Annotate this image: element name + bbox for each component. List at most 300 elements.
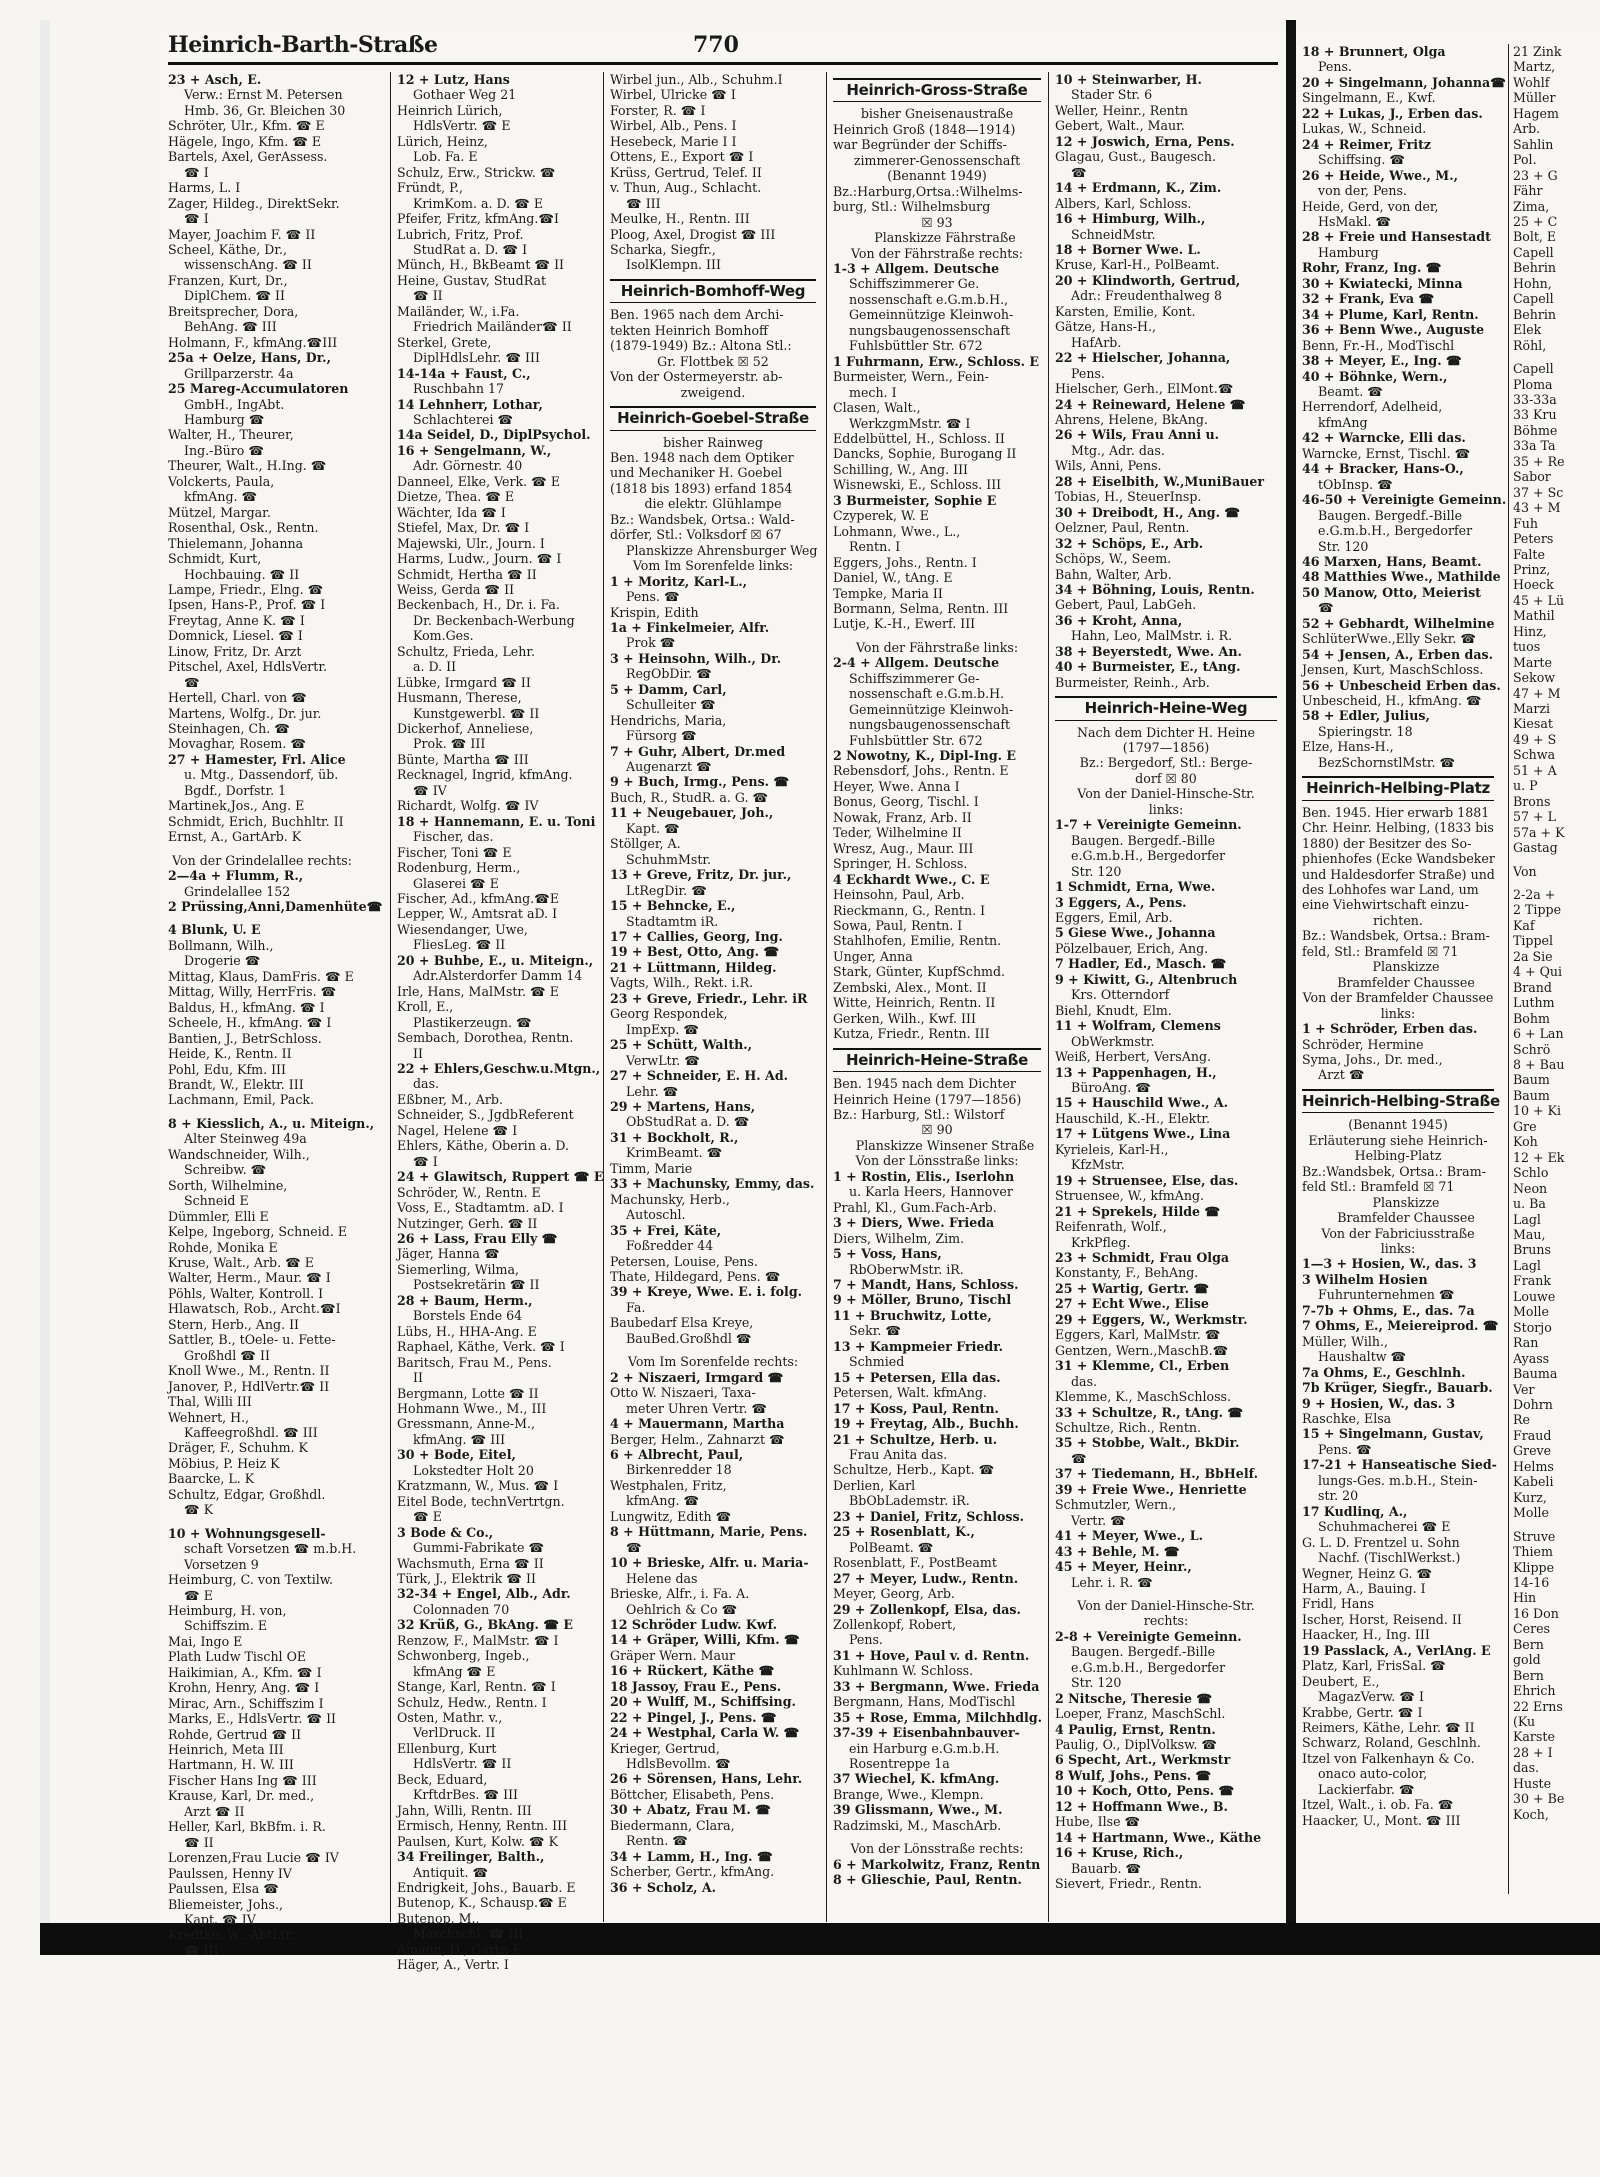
resident-entry: Von der Bramfelder Chaussee bbox=[1302, 990, 1494, 1006]
house-number-entry: 52 + Gebhardt, Wilhelmine bbox=[1302, 615, 1495, 631]
resident-entry: Scherber, Gertr., kfmAng. bbox=[610, 1864, 775, 1880]
resident-entry: Ben. 1948 nach dem Optiker bbox=[610, 449, 794, 465]
house-number-entry: 6 + Markolwitz, Franz, Rentn bbox=[833, 1856, 1041, 1872]
resident-entry: u. Mtg., Dassendorf, üb. bbox=[184, 767, 339, 783]
resident-entry: Meyer, Georg, Arb. bbox=[833, 1586, 955, 1602]
resident-entry: Augenarzt ☎ bbox=[626, 759, 712, 775]
house-number-entry: 24 + Reineward, Helene ☎ bbox=[1055, 396, 1246, 412]
resident-entry: Fürsorg ☎ bbox=[626, 728, 697, 744]
resident-entry: Arb. bbox=[1513, 121, 1541, 137]
resident-entry: RbOberwMstr. iR. bbox=[849, 1261, 964, 1277]
resident-entry: Breitsprecher, Dora, bbox=[168, 303, 299, 319]
house-number-entry: 1 Fuhrmann, Erw., Schloss. E bbox=[833, 353, 1039, 369]
resident-entry: Witte, Heinrich, Rentn. II bbox=[833, 995, 996, 1011]
resident-entry: ☎ II bbox=[184, 1834, 214, 1850]
resident-entry: Herrendorf, Adelheid, bbox=[1302, 399, 1443, 415]
resident-entry: Falte bbox=[1513, 546, 1545, 562]
resident-entry: Glaserei ☎ E bbox=[413, 875, 499, 891]
resident-entry: Rosenthal, Osk., Rentn. bbox=[168, 520, 319, 536]
house-number-entry: 7 Hadler, Ed., Masch. ☎ bbox=[1055, 956, 1227, 972]
resident-entry: Luthm bbox=[1513, 995, 1555, 1011]
resident-entry: Colonnaden 70 bbox=[413, 1601, 510, 1617]
resident-entry: Lürich, Heinz, bbox=[397, 133, 488, 149]
resident-entry: Pens. bbox=[1071, 365, 1105, 381]
resident-entry: Kunstgewerbl. ☎ II bbox=[413, 705, 540, 721]
resident-entry: Krüss, Gertrud, Telef. II bbox=[610, 164, 762, 180]
resident-entry: Unger, Anna bbox=[833, 948, 913, 964]
resident-entry: Rosenblatt, F., PostBeamt bbox=[833, 1555, 997, 1571]
house-number-entry: 16 + Sengelmann, W., bbox=[397, 442, 552, 458]
resident-entry: Wiesendanger, Uwe, bbox=[397, 921, 528, 937]
house-number-entry: 21 + Sprekels, Hilde ☎ bbox=[1055, 1203, 1221, 1219]
spacer bbox=[1055, 1590, 1277, 1598]
resident-entry: Von der Fährstraße rechts: bbox=[850, 245, 1024, 261]
resident-entry: Bohm bbox=[1513, 1010, 1550, 1026]
resident-entry: Endrigkeit, Johs., Bauarb. E bbox=[397, 1880, 576, 1896]
resident-entry: Mützel, Margar. bbox=[168, 504, 271, 520]
resident-entry: Schrö bbox=[1513, 1041, 1551, 1057]
house-number-entry: 21 + Schultze, Herb. u. bbox=[833, 1431, 998, 1447]
resident-entry: Marte bbox=[1513, 654, 1552, 670]
resident-entry: Eßbner, M., Arb. bbox=[397, 1091, 503, 1107]
house-number-entry: 2-8 + Vereinigte Gemeinn. bbox=[1055, 1628, 1242, 1644]
resident-entry: Sterkel, Grete, bbox=[397, 334, 492, 350]
resident-entry: dörfer, Stl.: Volksdorf ☒ 67 bbox=[610, 527, 782, 543]
resident-entry: Schwa bbox=[1513, 747, 1556, 763]
resident-entry: Capell bbox=[1513, 244, 1554, 260]
resident-entry: Von der Lönsstraße rechts: bbox=[850, 1841, 1024, 1857]
resident-entry: Krispin, Edith bbox=[610, 604, 699, 620]
resident-entry: Burmeister, Wern., Fein- bbox=[833, 369, 989, 385]
resident-entry: Walter, Herm., Maur. ☎ I bbox=[168, 1270, 331, 1286]
house-number-entry: 2 Nowotny, K., Dipl-Ing. E bbox=[833, 748, 1016, 764]
house-number-entry: 14 + Gräper, Willi, Kfm. ☎ bbox=[610, 1632, 800, 1648]
house-number-entry: 30 + Abatz, Frau M. ☎ bbox=[610, 1802, 771, 1818]
resident-entry: Eggers, Emil, Arb. bbox=[1055, 910, 1173, 926]
house-number-entry: 23 + Asch, E. bbox=[168, 72, 262, 87]
resident-entry: Pöhls, Walter, Kontroll. I bbox=[168, 1285, 324, 1301]
resident-entry: Borstels Ende 64 bbox=[413, 1308, 523, 1324]
house-number-entry: 7 Ohms, E., Meiereiprod. ☎ bbox=[1302, 1318, 1499, 1334]
directory-column-2 bbox=[390, 72, 604, 1973]
resident-entry: Renzow, F., MalMstr. ☎ I bbox=[397, 1632, 559, 1648]
resident-entry: a. D. II bbox=[413, 659, 457, 675]
house-number-entry: 38 + Meyer, E., Ing. ☎ bbox=[1302, 353, 1462, 369]
house-number-entry: 10 + Steinwarber, H. bbox=[1055, 72, 1202, 87]
resident-entry: HsMakl. ☎ bbox=[1318, 213, 1392, 229]
resident-entry: Schilling, W., Ang. III bbox=[833, 461, 969, 477]
resident-entry: HdlsVertr. ☎ E bbox=[413, 118, 511, 134]
resident-entry: II bbox=[413, 1045, 423, 1061]
resident-entry: Itzel von Falkenhayn & Co. bbox=[1302, 1750, 1475, 1766]
resident-entry: Lübke, Irmgard ☎ II bbox=[397, 674, 531, 690]
resident-entry: Rohde, Gertrud ☎ II bbox=[168, 1726, 302, 1742]
house-number-entry: 15 + Singelmann, Gustav, bbox=[1302, 1426, 1484, 1442]
resident-entry: Schlo bbox=[1513, 1165, 1549, 1181]
resident-entry: Bz.: Wandsbek, Ortsa.: Wald- bbox=[610, 511, 795, 527]
resident-entry: Röhl, bbox=[1513, 337, 1547, 353]
resident-entry: Struve bbox=[1513, 1528, 1556, 1544]
resident-entry: Baum bbox=[1513, 1087, 1550, 1103]
house-number-entry: 12 + Lutz, Hans bbox=[397, 72, 510, 87]
resident-entry: bisher Gneisenaustraße bbox=[860, 106, 1014, 122]
house-number-entry: 10 + Brieske, Alfr. u. Maria- bbox=[610, 1555, 809, 1571]
resident-entry: Mai, Ingo E bbox=[168, 1633, 243, 1649]
house-number-entry: 37-39 + Eisenbahnbauver- bbox=[833, 1725, 1020, 1741]
resident-entry: Alter Steinweg 49a bbox=[184, 1131, 307, 1147]
house-number-entry: 8 + Hüttmann, Marie, Pens. bbox=[610, 1524, 808, 1540]
resident-entry: Haikimian, A., Kfm. ☎ I bbox=[168, 1664, 322, 1680]
resident-entry: Lehr. i. R. ☎ bbox=[1071, 1574, 1153, 1590]
resident-entry: Husmann, Therese, bbox=[397, 690, 522, 706]
resident-entry: Dickerhof, Anneliese, bbox=[397, 721, 534, 737]
resident-entry: Lubrich, Fritz, Prof. bbox=[397, 226, 524, 242]
resident-entry: Ahrens, Helene, BkAng. bbox=[1055, 411, 1208, 427]
house-number-entry: 19 + Best, Otto, Ang. ☎ bbox=[610, 944, 780, 960]
resident-entry: Fuhrunternehmen ☎ bbox=[1318, 1287, 1455, 1303]
resident-entry: ☎ III bbox=[626, 195, 661, 211]
house-number-entry: 43 + Behle, M. ☎ bbox=[1055, 1543, 1180, 1559]
resident-entry: nossenschaft e.G.m.b.H., bbox=[849, 291, 1009, 307]
resident-entry: 6 + Lan bbox=[1513, 1026, 1564, 1042]
resident-entry: Teder, Wilhelmine II bbox=[833, 825, 962, 841]
resident-entry: phienhofes (Ecke Wandsbeker bbox=[1302, 851, 1495, 867]
house-number-entry: 7-7b + Ohms, E., das. 7a bbox=[1302, 1302, 1475, 1318]
resident-entry: kfmAng. ☎ III bbox=[413, 1431, 506, 1447]
resident-entry: Schwonberg, Ingeb., bbox=[397, 1648, 530, 1664]
resident-entry: ☎ E bbox=[413, 1509, 442, 1525]
house-number-entry: 34 Freilinger, Balth., bbox=[397, 1849, 545, 1865]
resident-entry: KrftdrBes. ☎ III bbox=[413, 1787, 519, 1803]
house-number-entry: 18 + Hannemann, E. u. Toni bbox=[397, 813, 596, 829]
resident-entry: Haushaltw ☎ bbox=[1318, 1349, 1407, 1365]
resident-entry: Müller, Wilh., bbox=[1302, 1333, 1389, 1349]
resident-entry: BauBed.Großhdl ☎ bbox=[626, 1330, 752, 1346]
resident-entry: ☎ K bbox=[184, 1502, 214, 1518]
house-number-entry: 48 Matthies Wwe., Mathilde bbox=[1302, 569, 1501, 585]
resident-entry: Fraud bbox=[1513, 1427, 1552, 1443]
house-number-entry: 16 + Himburg, Wilh., bbox=[1055, 211, 1206, 227]
resident-entry: Neon bbox=[1513, 1180, 1548, 1196]
street-heading: Heinrich-Goebel-Straße bbox=[610, 406, 816, 430]
resident-entry: Petersen, Walt. kfmAng. bbox=[833, 1385, 987, 1401]
resident-entry: burg, Stl.: Wilhelmsburg bbox=[833, 199, 991, 215]
resident-entry: Kelpe, Ingeborg, Schneid. E bbox=[168, 1224, 348, 1240]
spacer bbox=[1513, 353, 1605, 361]
house-number-entry: 34 + Plume, Karl, Rentn. bbox=[1302, 306, 1479, 322]
resident-entry: Brand bbox=[1513, 979, 1552, 995]
resident-entry: Janover, P., HdlVertr.☎ II bbox=[168, 1378, 330, 1394]
resident-entry: Sembach, Dorothea, Rentn. bbox=[397, 1030, 574, 1046]
house-number-entry: 18 Jassoy, Frau E., Pens. bbox=[610, 1678, 782, 1694]
resident-entry: Verw.: Ernst M. Petersen bbox=[184, 87, 343, 103]
resident-entry: Oelzner, Paul, Rentn. bbox=[1055, 520, 1190, 536]
resident-entry: Frank bbox=[1513, 1273, 1552, 1289]
resident-entry: Heinrich Lürich, bbox=[397, 102, 503, 118]
resident-entry: Kratzmann, W., Mus. ☎ I bbox=[397, 1478, 559, 1494]
resident-entry: G. L. D. Frentzel u. Sohn bbox=[1302, 1534, 1460, 1550]
resident-entry: Bgdf., Dorfstr. 1 bbox=[184, 782, 287, 798]
resident-entry: Otto W. Niszaeri, Taxa- bbox=[610, 1385, 756, 1401]
resident-entry: Hinz, bbox=[1513, 623, 1547, 639]
resident-entry: PolBeamt. ☎ bbox=[849, 1539, 934, 1555]
house-number-entry: 10 + Koch, Otto, Pens. ☎ bbox=[1055, 1783, 1235, 1799]
resident-entry: Dietze, Thea. ☎ E bbox=[397, 489, 515, 505]
resident-entry: Struensee, W., kfmAng. bbox=[1055, 1188, 1205, 1204]
resident-entry: Movaghar, Rosem. ☎ bbox=[168, 736, 307, 752]
resident-entry: (Benannt 1949) bbox=[887, 168, 987, 184]
resident-entry: Schulleiter ☎ bbox=[626, 697, 716, 713]
resident-entry: 37 + Sc bbox=[1513, 484, 1564, 500]
resident-entry: gold bbox=[1513, 1652, 1541, 1668]
resident-entry: Gr. Flottbek ☒ 52 bbox=[657, 353, 769, 369]
resident-entry: Schröder, W., Rentn. E bbox=[397, 1184, 541, 1200]
resident-entry: Gentzen, Wern.,MaschB.☎ bbox=[1055, 1342, 1229, 1358]
house-number-entry: 3 Burmeister, Sophie E bbox=[833, 492, 997, 508]
resident-entry: KrimBeamt. ☎ bbox=[626, 1145, 723, 1161]
resident-entry: Helene das bbox=[626, 1570, 698, 1586]
resident-entry: HdlsBevollm. ☎ bbox=[626, 1756, 731, 1772]
resident-entry: Krohn, Henry, Ang. ☎ I bbox=[168, 1680, 320, 1696]
resident-entry: Pens. ☎ bbox=[1318, 1441, 1372, 1457]
house-number-entry: 36 + Kroht, Anna, bbox=[1055, 612, 1183, 628]
resident-entry: Thielemann, Johanna bbox=[168, 535, 304, 551]
resident-entry: HafArb. bbox=[1071, 334, 1122, 350]
resident-entry: Bollmann, Wilh., bbox=[168, 937, 274, 953]
resident-entry: Stahlhofen, Emilie, Rentn. bbox=[833, 933, 1002, 949]
resident-entry: Baritsch, Frau M., Pens. bbox=[397, 1354, 552, 1370]
resident-entry: ImpExp. ☎ bbox=[626, 1021, 700, 1037]
resident-entry: Deubert, E., bbox=[1302, 1673, 1380, 1689]
resident-entry: Lehr. ☎ bbox=[626, 1083, 679, 1099]
resident-entry: ☎ I bbox=[413, 1153, 438, 1169]
resident-entry: Hamburg ☎ bbox=[184, 411, 265, 427]
resident-entry: nungsbaugenossenschaft bbox=[849, 322, 1011, 338]
resident-entry: Rodenburg, Herm., bbox=[397, 860, 521, 876]
resident-entry: Planskizze bbox=[1372, 959, 1440, 975]
house-number-entry: 42 + Warncke, Elli das. bbox=[1302, 430, 1466, 446]
resident-entry: Louwe bbox=[1513, 1288, 1556, 1304]
resident-entry: 22 Erns bbox=[1513, 1698, 1563, 1714]
resident-entry: Paulsen, Kurt, Kolw. ☎ K bbox=[397, 1833, 558, 1849]
house-number-entry: 29 + Zollenkopf, Elsa, das. bbox=[833, 1601, 1021, 1617]
house-number-entry: 2—4a + Flumm, R., bbox=[168, 868, 304, 884]
resident-entry: Steinhagen, Ch. ☎ bbox=[168, 721, 290, 737]
resident-entry: 33 Kru bbox=[1513, 407, 1557, 423]
resident-entry: Schulz, Erw., Strickw. ☎ bbox=[397, 164, 556, 180]
resident-entry: Birkenredder 18 bbox=[626, 1462, 732, 1478]
resident-entry: Eddelbüttel, H., Schloss. II bbox=[833, 430, 1005, 446]
resident-entry: Paulig, O., DiplVolksw. ☎ bbox=[1055, 1737, 1218, 1753]
resident-entry: Beck, Eduard, bbox=[397, 1771, 488, 1787]
resident-entry: 33-33a bbox=[1513, 391, 1557, 407]
resident-entry: Lachmann, Emil, Pack. bbox=[168, 1092, 315, 1108]
resident-entry: Lagl bbox=[1513, 1257, 1541, 1273]
resident-entry: Von der Fährstraße links: bbox=[855, 639, 1019, 655]
house-number-entry: 22 + Lukas, J., Erben das. bbox=[1302, 105, 1483, 121]
resident-entry: Gressmann, Anne-M., bbox=[397, 1416, 536, 1432]
resident-entry: Ruschbahn 17 bbox=[413, 381, 505, 397]
resident-entry: Kapt. ☎ bbox=[626, 820, 680, 836]
house-number-entry: 13 + Greve, Fritz, Dr. jur., bbox=[610, 867, 792, 883]
house-number-entry: 1 Schmidt, Erna, Wwe. bbox=[1055, 879, 1216, 895]
resident-entry: Arzt ☎ bbox=[1318, 1067, 1365, 1083]
resident-entry: Pohl, Edu, Kfm. III bbox=[168, 1061, 287, 1077]
resident-entry: kfmAng ☎ E bbox=[413, 1663, 496, 1679]
resident-entry: Lampe, Friedr., Elng. ☎ bbox=[168, 581, 324, 597]
resident-entry: Arzt ☎ II bbox=[184, 1803, 245, 1819]
house-number-entry: 18 + Brunnert, Olga bbox=[1302, 44, 1446, 59]
house-number-entry: 12 Schröder Ludw. Kwf. bbox=[610, 1616, 778, 1632]
resident-entry: v. Thun, Aug., Schlacht. bbox=[610, 180, 762, 196]
resident-entry: Walter, H., Theurer, bbox=[168, 427, 294, 443]
resident-entry: 2 Tippe bbox=[1513, 902, 1562, 918]
resident-entry: Sowa, Paul, Rentn. I bbox=[833, 918, 963, 934]
resident-entry: Heine, Gustav, StudRat bbox=[397, 272, 547, 288]
resident-entry: e.G.m.b.H., Bergedorfer bbox=[1071, 1659, 1226, 1675]
house-number-entry: 39 Glissmann, Wwe., M. bbox=[833, 1802, 1003, 1818]
spacer bbox=[168, 914, 356, 922]
house-number-entry: 19 + Freytag, Alb., Buchh. bbox=[833, 1416, 1019, 1432]
resident-entry: Hesebeck, Marie I I bbox=[610, 133, 737, 149]
resident-entry: Clasen, Walt., bbox=[833, 400, 921, 416]
resident-entry: Paulssen, Elsa ☎ bbox=[168, 1881, 279, 1897]
resident-entry: Müller bbox=[1513, 90, 1556, 106]
resident-entry: Von der Grindelallee rechts: bbox=[172, 852, 352, 868]
resident-entry: Lungwitz, Edith ☎ bbox=[610, 1508, 732, 1524]
resident-entry: Rohde, Monika E bbox=[168, 1239, 278, 1255]
resident-entry: Gebert, Walt., Maur. bbox=[1055, 118, 1185, 134]
resident-entry: Wandschneider, Wilh., bbox=[168, 1146, 310, 1162]
resident-entry: Karste bbox=[1513, 1729, 1555, 1745]
street-heading: Heinrich-Gross-Straße bbox=[833, 78, 1041, 102]
resident-entry: Ehrich bbox=[1513, 1683, 1556, 1699]
house-number-entry: 40 + Böhnke, Wern., bbox=[1302, 368, 1448, 384]
house-number-entry: 11 + Wolfram, Clemens bbox=[1055, 1018, 1221, 1034]
resident-entry: Scheel, Käthe, Dr., bbox=[168, 241, 288, 257]
resident-entry: Vertr. ☎ bbox=[1071, 1512, 1126, 1528]
resident-entry: Rentn. ☎ bbox=[626, 1833, 688, 1849]
house-number-entry: 17 + Callies, Georg, Ing. bbox=[610, 929, 783, 945]
resident-entry: Ploma bbox=[1513, 376, 1553, 392]
resident-entry: ☎ bbox=[626, 1539, 642, 1555]
resident-entry: Hohn, bbox=[1513, 275, 1552, 291]
resident-entry: Von der Fabriciusstraße bbox=[1321, 1225, 1475, 1241]
resident-entry: 57 + L bbox=[1513, 809, 1556, 825]
resident-entry: Mittag, Willy, HerrFris. ☎ bbox=[168, 984, 337, 1000]
resident-entry: Biedermann, Clara, bbox=[610, 1817, 735, 1833]
resident-entry: Nowak, Franz, Arb. II bbox=[833, 809, 972, 825]
resident-entry: Ben. 1965 nach dem Archi- bbox=[610, 307, 784, 323]
house-number-entry: 32 + Schöps, E., Arb. bbox=[1055, 535, 1204, 551]
resident-entry: 57a + K bbox=[1513, 824, 1565, 840]
resident-entry: Mittag, Klaus, DamFris. ☎ E bbox=[168, 968, 354, 984]
resident-entry: Martinek,Jos., Ang. E bbox=[168, 798, 305, 814]
resident-entry: ☎ bbox=[1071, 164, 1087, 180]
resident-entry: Brandt, W., Elektr. III bbox=[168, 1077, 304, 1092]
house-number-entry: 21 + Lüttmann, Hildeg. bbox=[610, 959, 777, 975]
house-number-entry: 35 + Stobbe, Walt., BkDir. bbox=[1055, 1435, 1240, 1451]
resident-entry: Irle, Hans, MalMstr. ☎ E bbox=[397, 983, 559, 999]
directory-column-4 bbox=[826, 72, 1041, 1922]
resident-entry: Burmeister, Reinh., Arb. bbox=[1055, 674, 1210, 690]
resident-entry: Wachsmuth, Erna ☎ II bbox=[397, 1555, 544, 1571]
resident-entry: Gebert, Paul, LabGeh. bbox=[1055, 597, 1197, 613]
resident-entry: Str. 120 bbox=[1071, 863, 1122, 879]
resident-entry: Hartmann, H. W. III bbox=[168, 1757, 294, 1773]
house-number-entry: 30 + Kwiatecki, Minna bbox=[1302, 275, 1463, 291]
resident-entry: Kroll, E., bbox=[397, 999, 454, 1015]
resident-entry: Dräger, F., Schuhm. K bbox=[168, 1440, 308, 1456]
resident-entry: Schiffszimmerer Ge. bbox=[849, 276, 980, 292]
resident-entry: Baarcke, L. K bbox=[168, 1471, 255, 1487]
house-number-entry: 25a + Oelze, Hans, Dr., bbox=[168, 350, 331, 366]
house-number-entry: 14 Lehnherr, Lothar, bbox=[397, 396, 543, 412]
resident-entry: Mailänder, W., i.Fa. bbox=[397, 303, 520, 319]
resident-entry: Diers, Wilhelm, Zim. bbox=[833, 1230, 965, 1246]
resident-entry: Haacker, H., Ing. III bbox=[1302, 1627, 1430, 1643]
resident-entry: 33a Ta bbox=[1513, 438, 1556, 454]
resident-entry: feld, Stl.: Bramfeld ☒ 71 bbox=[1302, 943, 1459, 959]
resident-entry: Huste bbox=[1513, 1775, 1552, 1791]
house-number-entry: 7b Krüger, Siegfr., Bauarb. bbox=[1302, 1380, 1493, 1396]
resident-entry: 2-2a + bbox=[1513, 887, 1556, 903]
resident-entry: kfmAng. ☎ bbox=[626, 1493, 700, 1509]
house-number-entry: 8 + Kiesslich, A., u. Miteign., bbox=[168, 1115, 375, 1131]
resident-entry: ☎ I bbox=[184, 211, 209, 227]
resident-entry: Fründt, P., bbox=[397, 180, 464, 196]
house-number-entry: 22 + Hielscher, Johanna, bbox=[1055, 350, 1231, 366]
resident-entry: ☒ 93 bbox=[921, 214, 953, 230]
facing-page-column-1 bbox=[1302, 44, 1507, 1894]
resident-entry: Hagem bbox=[1513, 105, 1559, 121]
house-number-entry: 8 Wulf, Johs., Pens. ☎ bbox=[1055, 1767, 1212, 1783]
resident-entry: Ing.-Büro ☎ bbox=[184, 442, 265, 458]
house-number-entry: 15 + Hauschild Wwe., A. bbox=[1055, 1095, 1229, 1111]
resident-entry: Autoschl. bbox=[626, 1207, 686, 1223]
resident-entry: Stark, Günter, KupfSchmd. bbox=[833, 964, 1006, 980]
resident-entry: Schmutzler, Wern., bbox=[1055, 1497, 1177, 1513]
street-heading: Heinrich-Bomhoff-Weg bbox=[610, 279, 816, 303]
resident-entry: Mathil bbox=[1513, 608, 1555, 624]
resident-entry: Schuhmacherei ☎ E bbox=[1318, 1519, 1451, 1535]
resident-entry: Schmied bbox=[849, 1354, 905, 1370]
resident-entry: Daniel, W., tAng. E bbox=[833, 570, 953, 586]
house-number-entry: 23 + Schmidt, Frau Olga bbox=[1055, 1249, 1230, 1265]
resident-entry: 14-16 bbox=[1513, 1574, 1550, 1590]
resident-entry: Zollenkopf, Robert, bbox=[833, 1616, 957, 1632]
resident-entry: richten. bbox=[1373, 912, 1423, 928]
resident-entry: Fa. bbox=[626, 1299, 646, 1315]
house-number-entry: 38 + Beyerstedt, Wwe. An. bbox=[1055, 643, 1242, 659]
resident-entry: zimmerer-Genossenschaft bbox=[853, 152, 1021, 168]
resident-entry: Knoll Wwe., M., Rentn. II bbox=[168, 1363, 330, 1379]
spacer bbox=[833, 1833, 1041, 1841]
resident-entry: RegObDir. ☎ bbox=[626, 666, 712, 682]
resident-entry: Schröter, Ulr., Kfm. ☎ E bbox=[168, 118, 325, 134]
house-number-entry: 44 + Bracker, Hans-O., bbox=[1302, 461, 1464, 477]
resident-entry: Planskizze bbox=[1372, 1194, 1440, 1210]
resident-entry: das. bbox=[1513, 1760, 1540, 1776]
resident-entry: Lepper, W., Amtsrat aD. I bbox=[397, 906, 558, 922]
resident-entry: Wegner, Heinz G. ☎ bbox=[1302, 1565, 1433, 1581]
resident-entry: Vagts, Wilh., Rekt. i.R. bbox=[610, 975, 754, 991]
resident-entry: Kaf bbox=[1513, 917, 1535, 933]
house-number-entry: 25 Mareg-Accumulatoren bbox=[168, 381, 349, 397]
resident-entry: tObInsp. ☎ bbox=[1318, 476, 1393, 492]
house-number-entry: 34 + Lamm, H., Ing. ☎ bbox=[610, 1848, 773, 1864]
resident-entry: Ben. 1945. Hier erwarb 1881 bbox=[1302, 804, 1490, 820]
